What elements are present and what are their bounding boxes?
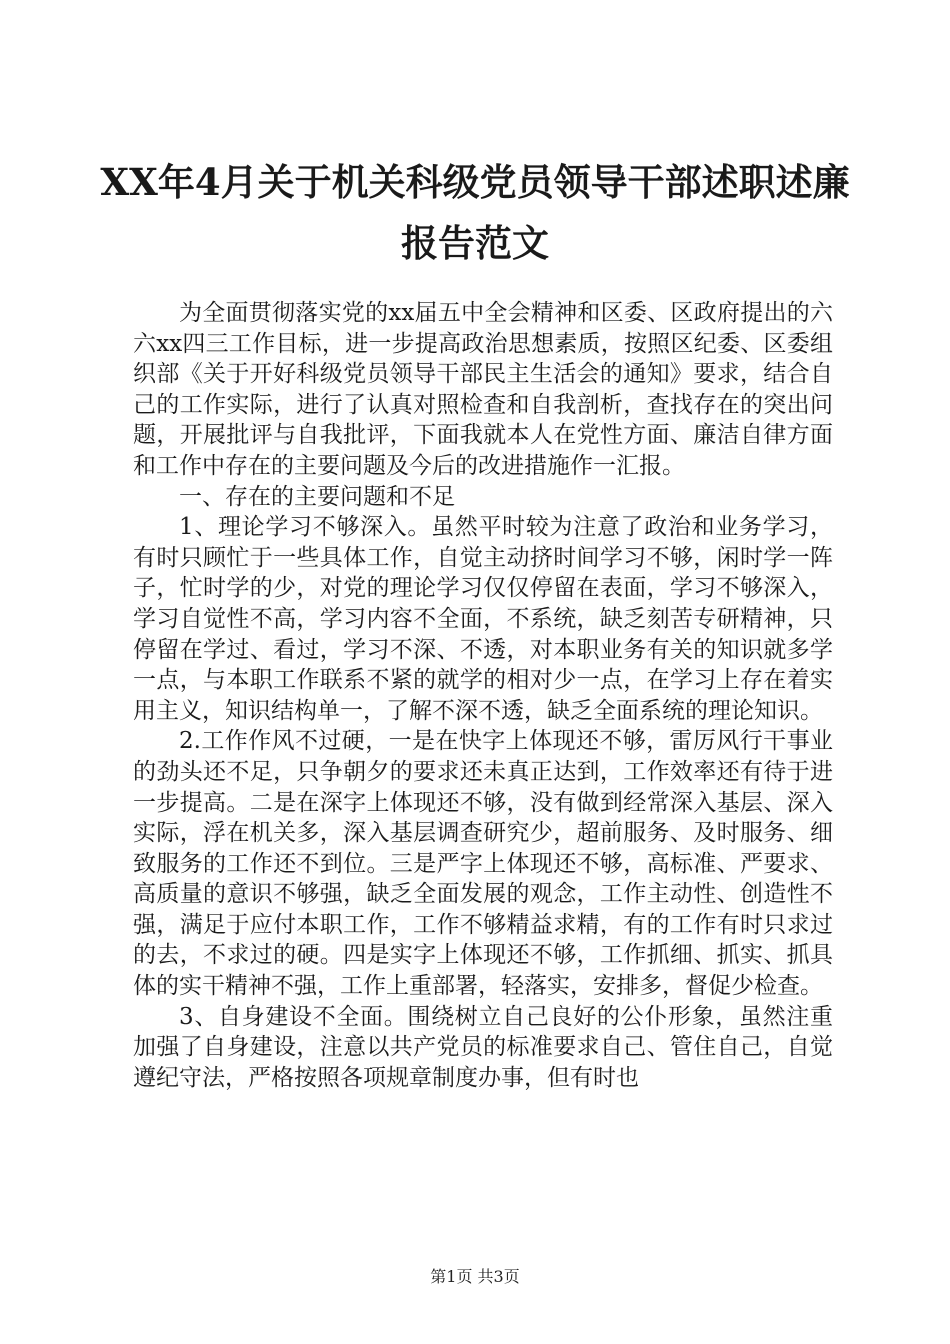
paragraph-item-1: 1、理论学习不够深入。虽然平时较为注意了政治和业务学习，有时只顾忙于一些具体工作，自觉主动挤时间学习不够，闲时学一阵子，忙时学的少，对党的理论学习仅仅停留在表面，学习不够深入，学习自觉性不高，学习内容不全面，不系统，缺乏刻苦专研精神，只停留在学过、看过，学习不深、不透，对本职业务有关的知识就多学一点，与本职工作联系不紧的就学的相对少一点，在学习上存在着实用主义，知识结构单一，了解不深不透，缺乏全面系统的理论知识。 [133, 514, 833, 724]
document-title-line-1: XX年4月关于机关科级党员领导干部述职述廉 [100, 160, 850, 204]
document-title-line-2: 报告范文 [401, 221, 549, 265]
page-number-footer: 第1页 共3页 [430, 1267, 520, 1286]
section-heading: 一、存在的主要问题和不足 [179, 483, 455, 510]
paragraph-item-3: 3、自身建设不全面。围绕树立自己良好的公仆形象，虽然注重加强了自身建设，注意以共产党员的标准要求自己、管住自己，自觉遵纪守法，严格按照各项规章制度办事，但有时也 [133, 1003, 833, 1091]
document-body [133, 298, 833, 1093]
paragraph-intro: 为全面贯彻落实党的xx届五中全会精神和区委、区政府提出的六六xx四三工作目标，进一步提高政治思想素质，按照区纪委、区委组织部《关于开好科级党员领导干部民主生活会的通知》要求，结合自己的工作实际，进行了认真对照检查和自我剖析，查找存在的突出问题，开展批评与自我批评，下面我就本人在党性方面、廉洁自律方面和工作中存在的主要问题及今后的改进措施作一汇报。 [133, 300, 833, 479]
paragraph-item-2: 2.工作作风不过硬，一是在快字上体现还不够，雷厉风行干事业的劲头还不足，只争朝夕的要求还未真正达到，工作效率还有待于进一步提高。二是在深字上体现还不够，没有做到经常深入基层、深入实际，浮在机关多，深入基层调查研究少，超前服务、及时服务、细致服务的工作还不到位。三是严字上体现还不够，高标准、严要求、高质量的意识不够强，缺乏全面发展的观念，工作主动性、创造性不强，满足于应付本职工作，工作不够精益求精，有的工作有时只求过的去，不求过的硬。四是实字上体现还不够，工作抓细、抓实、抓具体的实干精神不强，工作上重部署，轻落实，安排多，督促少检查。 [133, 728, 833, 1000]
